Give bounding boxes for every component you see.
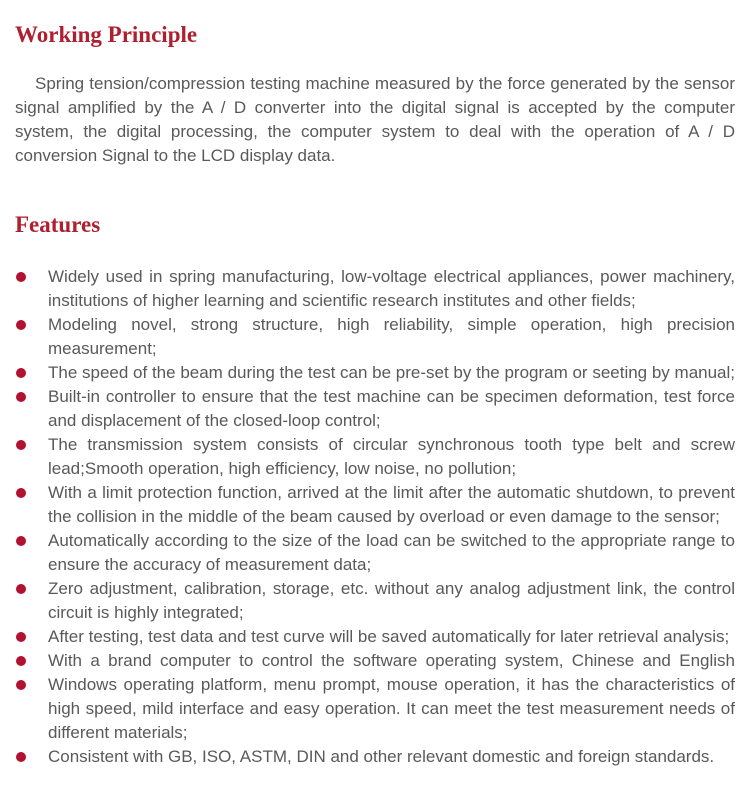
feature-item-text: After testing, test data and test curve will be saved automatically for later retrieval analysis; xyxy=(48,627,730,646)
feature-item xyxy=(15,649,735,673)
bullet-icon xyxy=(16,656,26,666)
features-heading: Features xyxy=(15,212,101,237)
bullet-icon xyxy=(16,272,26,282)
feature-item-text: Consistent with GB, ISO, ASTM, DIN and other relevant domestic and foreign standards. xyxy=(48,747,715,766)
feature-item xyxy=(15,481,735,529)
feature-item xyxy=(15,265,735,313)
bullet-icon xyxy=(16,488,26,498)
feature-item xyxy=(15,745,735,769)
feature-item xyxy=(15,529,735,577)
feature-item xyxy=(15,673,735,745)
feature-item xyxy=(15,433,735,481)
feature-item xyxy=(15,361,735,385)
bullet-icon xyxy=(16,680,26,690)
bullet-icon xyxy=(16,392,26,402)
feature-item xyxy=(15,625,735,649)
bullet-icon xyxy=(16,320,26,330)
feature-item-text: Automatically according to the size of the load can be switched to the appropriate range to ensure the accuracy of measurement data; xyxy=(48,531,735,574)
feature-item-text: The transmission system consists of circular synchronous tooth type belt and screw lead;Smooth operation, high efficiency, low noise, no pollution; xyxy=(48,435,735,478)
feature-item-text: With a brand computer to control the software operating system, Chinese and English xyxy=(48,651,735,670)
feature-item xyxy=(15,577,735,625)
bullet-icon xyxy=(16,584,26,594)
feature-item xyxy=(15,313,735,361)
bullet-icon xyxy=(16,440,26,450)
feature-item-text: With a limit protection function, arrived at the limit after the automatic shutdown, to prevent the collision in the middle of the beam caused by overload or even damage to the sensor; xyxy=(48,483,735,526)
feature-item-text: Windows operating platform, menu prompt, mouse operation, it has the characteristics of high speed, mild interface and easy operation. It can meet the test measurement needs of different materials; xyxy=(48,675,735,742)
feature-list xyxy=(15,236,735,769)
bullet-icon xyxy=(16,368,26,378)
working-principle-heading: Working Principle xyxy=(15,22,198,47)
feature-item-text: Modeling novel, strong structure, high reliability, simple operation, high precision measurement; xyxy=(48,315,735,358)
feature-item-text: The speed of the beam during the test can be pre-set by the program or seeting by manual; xyxy=(48,363,736,382)
working-principle-paragraph: Spring tension/compression testing machine measured by the force generated by the sensor signal amplified by the A / D converter into the digital signal is accepted by the computer system, the digital processing, the computer system to deal with the operation of A / D conversion Signal to the LCD display data. xyxy=(15,74,735,165)
feature-item-text: Built-in controller to ensure that the test machine can be specimen deformation, test force and displacement of the closed-loop control; xyxy=(48,387,735,430)
bullet-icon xyxy=(16,752,26,762)
bullet-icon xyxy=(16,632,26,642)
feature-item xyxy=(15,385,735,433)
bullet-icon xyxy=(16,536,26,546)
feature-item-text: Zero adjustment, calibration, storage, etc. without any analog adjustment link, the control circuit is highly integrated; xyxy=(48,579,735,622)
feature-item-text: Widely used in spring manufacturing, low-voltage electrical appliances, power machinery, institutions of higher learning and scientific research institutes and other fields; xyxy=(48,267,735,310)
